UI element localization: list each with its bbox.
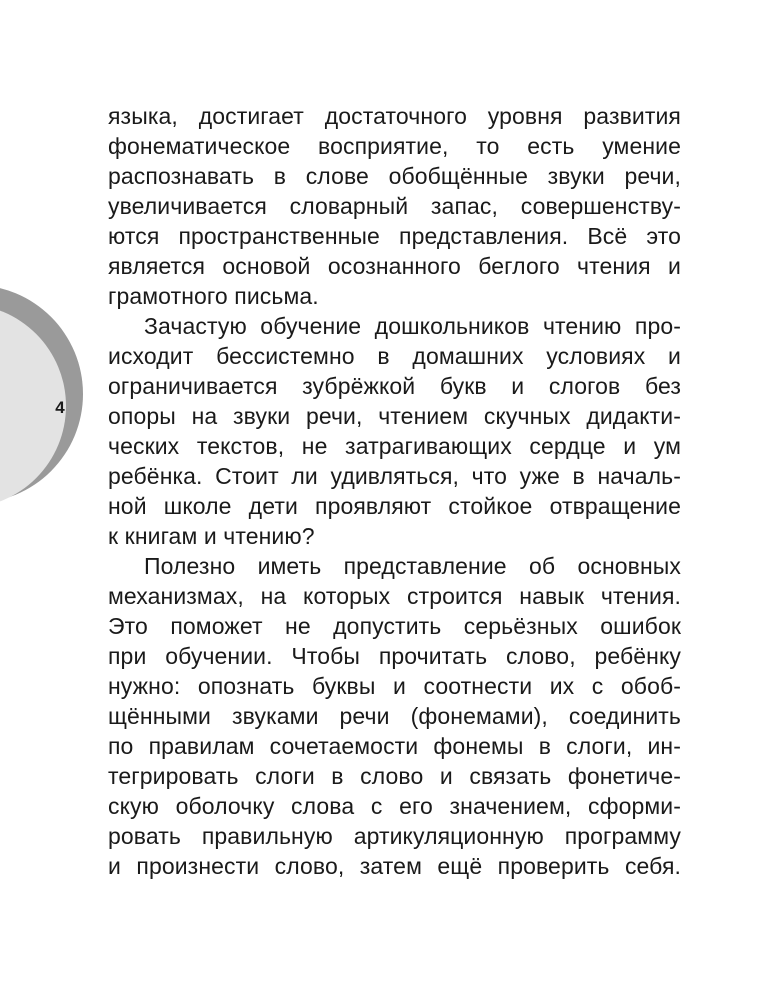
text-line: к книгам и чтению? xyxy=(108,523,315,549)
text-line: скую оболочку слова с его значением, сформи- xyxy=(108,793,681,819)
text-line: фонематическое восприятие, то есть умение xyxy=(108,133,681,159)
paragraph-1 xyxy=(108,101,681,311)
paragraph-3 xyxy=(108,551,681,881)
text-line: ческих текстов, не затрагивающих сердце и ум xyxy=(108,433,681,459)
text-line: и произнести слово, затем ещё проверить себя. xyxy=(108,853,681,879)
text-line: Зачастую обучение дошкольников чтению про- xyxy=(144,313,681,339)
text-line: Полезно иметь представление об основных xyxy=(144,553,681,579)
text-line: по правилам сочетаемости фонемы в слоги, ин- xyxy=(108,733,681,759)
text-line: распознавать в слове обобщённые звуки речи, xyxy=(108,163,681,189)
text-line: ются пространственные представления. Всё это xyxy=(108,223,681,249)
text-line: щёнными звуками речи (фонемами), соединить xyxy=(108,703,681,729)
text-line: при обучении. Чтобы прочитать слово, ребёнку xyxy=(108,643,681,669)
text-line: увеличивается словарный запас, совершенству- xyxy=(108,193,681,219)
text-line: механизмах, на которых строится навык чтения. xyxy=(108,583,681,609)
text-line: ограничивается зубрёжкой букв и слогов без xyxy=(108,373,681,399)
text-line: тегрировать слоги в слово и связать фонетиче- xyxy=(108,763,681,789)
text-line: опоры на звуки речи, чтением скучных дидакти- xyxy=(108,403,681,429)
text-line: грамотного письма. xyxy=(108,283,319,309)
text-line: ной школе дети проявляют стойкое отвращение xyxy=(108,493,681,519)
text-line: Это поможет не допустить серьёзных ошибок xyxy=(108,613,681,639)
text-line: нужно: опознать буквы и соотнести их с обоб- xyxy=(108,673,681,699)
text-line: ребёнка. Стоит ли удивляться, что уже в началь- xyxy=(108,463,681,489)
text-line: языка, достигает достаточного уровня развития xyxy=(108,103,681,129)
text-column xyxy=(108,101,681,881)
text-line: ровать правильную артикуляционную программу xyxy=(108,823,681,849)
page-number: 4 xyxy=(55,398,65,417)
text-line: исходит бессистемно в домашних условиях и xyxy=(108,343,681,369)
text-line: является основой осознанного беглого чтения и xyxy=(108,253,681,279)
paragraph-2 xyxy=(108,311,681,551)
